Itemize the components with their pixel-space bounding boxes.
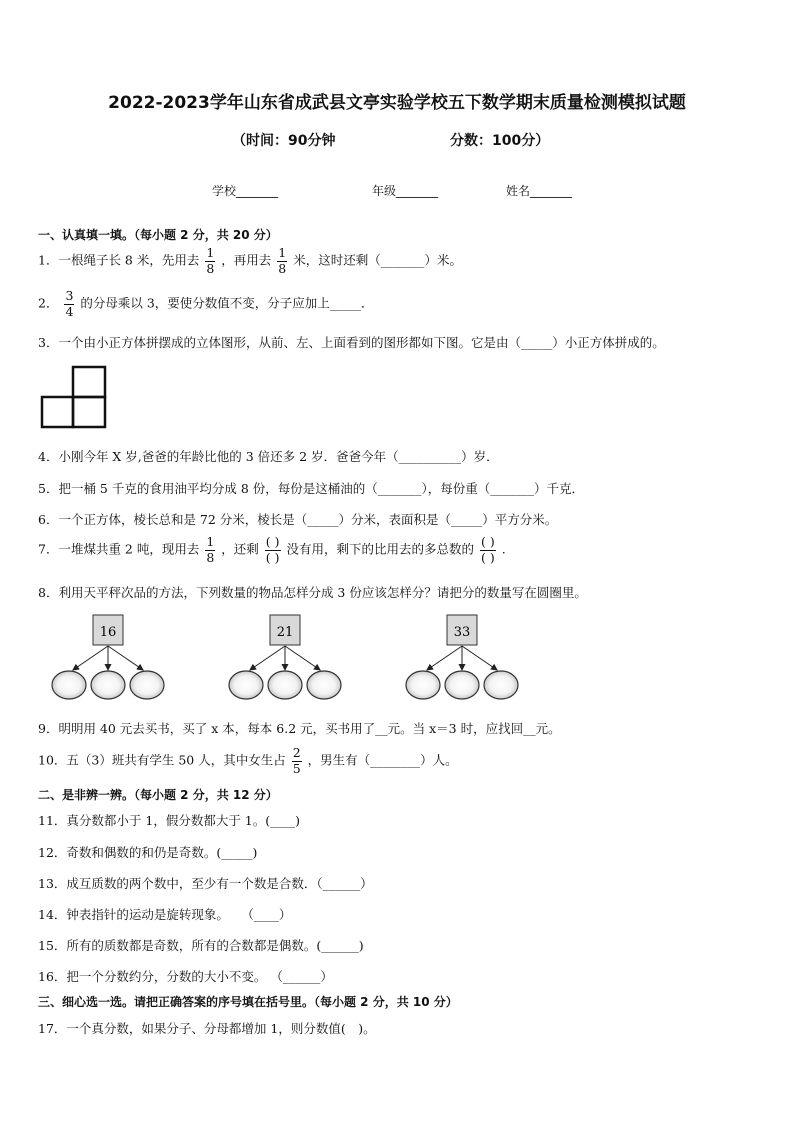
q7-f3-num: ( ) bbox=[481, 534, 495, 549]
q7-f1-num: 1 bbox=[206, 534, 215, 549]
cube-view-figure bbox=[40, 365, 110, 430]
q1-f2-den: 8 bbox=[278, 260, 287, 276]
answer-circle[interactable] bbox=[406, 671, 440, 699]
q7-text-d: . bbox=[501, 541, 506, 557]
question-12: 12．奇数和偶数的和仍是奇数。(_____) bbox=[38, 845, 258, 860]
page-title: 2022-2023学年山东省成武县文亭实验学校五下数学期末质量检测模拟试题 bbox=[108, 93, 686, 113]
split-arrow bbox=[427, 646, 462, 670]
q1-f1-den: 8 bbox=[206, 260, 215, 276]
question-10 bbox=[38, 747, 458, 775]
question-13: 13．成互质数的两个数中，至少有一个数是合数．（______） bbox=[38, 876, 373, 891]
q7-f3-den: ( ) bbox=[481, 549, 495, 565]
answer-circle[interactable] bbox=[91, 671, 125, 699]
q2-text-b: 的分母乘以 3，要使分数值不变，分子应加上_____． bbox=[80, 295, 374, 311]
split-arrow bbox=[73, 646, 108, 670]
q10-fraction bbox=[292, 747, 302, 775]
section-3-heading: 三、细心选一选。请把正确答案的序号填在括号里。（每小题 2 分，共 10 分） bbox=[38, 995, 458, 1009]
question-3: 3．一个由小正方体拼摆成的立体图形，从前、左、上面看到的图形都如下图。它是由（_____）小正方体拼成的。 bbox=[38, 335, 665, 350]
answer-circle[interactable] bbox=[484, 671, 518, 699]
question-1 bbox=[38, 247, 462, 275]
question-8: 8．利用天平秤次品的方法，下列数量的物品怎样分成 3 份应该怎样分？请把分的数量写在圆圈里。 bbox=[38, 585, 587, 600]
grade-field: 年级_______ bbox=[372, 184, 439, 198]
answer-circle[interactable] bbox=[229, 671, 263, 699]
question-7 bbox=[38, 536, 506, 564]
exam-time: （时间：90分钟 bbox=[232, 133, 336, 149]
q7-f2-num: ( ) bbox=[265, 534, 280, 549]
question-2 bbox=[38, 290, 374, 318]
question-4: 4．小刚今年 X 岁,爸爸的年龄比他的 3 倍还多 2 岁．爸爸今年（__________）岁． bbox=[38, 449, 499, 464]
answer-circle[interactable] bbox=[307, 671, 341, 699]
split-diagram-33 bbox=[406, 615, 518, 699]
split-arrow bbox=[462, 646, 497, 670]
section-1-heading: 一、认真填一填。（每小题 2 分，共 20 分） bbox=[38, 228, 278, 242]
section-2-heading: 二、是非辨一辨。（每小题 2 分，共 12 分） bbox=[38, 788, 278, 802]
question-5: 5．把一桶 5 千克的食用油平均分成 8 份，每份是这桶油的（_______），每份重（_______）千克． bbox=[38, 481, 585, 496]
q7-text-a: 7．一堆煤共重 2 吨，现用去 bbox=[38, 541, 200, 557]
q10-f-den: 5 bbox=[292, 760, 301, 776]
q7-text-b: ，还剩 bbox=[221, 541, 259, 557]
q2-f-num: 3 bbox=[65, 288, 74, 303]
q10-text-b: ，男生有（________）人。 bbox=[307, 752, 458, 768]
name-field: 姓名_______ bbox=[506, 184, 573, 198]
split-diagram-21 bbox=[229, 615, 341, 699]
question-17: 17．一个真分数，如果分子、分母都增加 1，则分数值( )。 bbox=[38, 1021, 376, 1036]
q7-f2-den: ( ) bbox=[265, 549, 280, 565]
q1-fraction-1 bbox=[205, 247, 215, 275]
question-14: 14．钟表指针的运动是旋转现象。 （____） bbox=[38, 907, 292, 922]
q7-fraction-1 bbox=[205, 536, 215, 564]
q7-fraction-3 bbox=[480, 536, 496, 564]
q7-f1-den: 8 bbox=[206, 549, 215, 565]
split-arrow bbox=[250, 646, 285, 670]
question-11: 11．真分数都小于 1，假分数都大于 1。(____) bbox=[38, 813, 301, 828]
answer-circle[interactable] bbox=[445, 671, 479, 699]
total-label: 21 bbox=[276, 625, 294, 640]
q2-fraction bbox=[64, 290, 74, 318]
answer-circle[interactable] bbox=[52, 671, 86, 699]
q1-f2-num: 1 bbox=[278, 245, 287, 260]
balance-split-diagrams bbox=[0, 610, 794, 705]
q1-text-c: 米，这时还剩（_______）米。 bbox=[293, 252, 462, 268]
q1-text-b: ，再用去 bbox=[221, 252, 272, 268]
total-label: 16 bbox=[99, 625, 117, 640]
answer-circle[interactable] bbox=[130, 671, 164, 699]
question-6: 6．一个正方体，棱长总和是 72 分米，棱长是（_____）分米，表面积是（_____）平方分米。 bbox=[38, 512, 558, 527]
q2-text-a: 2． bbox=[38, 295, 59, 311]
q7-text-c: 没有用，剩下的比用去的多总数的 bbox=[286, 541, 475, 557]
split-arrow bbox=[108, 646, 143, 670]
q7-fraction-2 bbox=[265, 536, 281, 564]
q1-f1-num: 1 bbox=[206, 245, 215, 260]
cube-bottom-left-square bbox=[42, 397, 73, 427]
school-field: 学校_______ bbox=[212, 184, 279, 198]
question-16: 16．把一个分数约分，分数的大小不变。 （______） bbox=[38, 969, 333, 984]
q1-fraction-2 bbox=[277, 247, 287, 275]
cube-top-square bbox=[73, 367, 105, 397]
q10-text-a: 10．五（3）班共有学生 50 人，其中女生占 bbox=[38, 752, 286, 768]
cube-bottom-right-square bbox=[73, 397, 105, 427]
q1-text-a: 1．一根绳子长 8 米，先用去 bbox=[38, 252, 200, 268]
split-arrow bbox=[285, 646, 320, 670]
split-diagram-16 bbox=[52, 615, 164, 699]
total-label: 33 bbox=[453, 625, 471, 640]
q10-f-num: 2 bbox=[292, 745, 301, 760]
exam-score: 分数：100分） bbox=[450, 133, 550, 149]
question-15: 15．所有的质数都是奇数，所有的合数都是偶数。(______) bbox=[38, 938, 364, 953]
answer-circle[interactable] bbox=[268, 671, 302, 699]
q2-f-den: 4 bbox=[65, 303, 74, 319]
question-9: 9．明明用 40 元去买书，买了 x 本，每本 6.2 元，买书用了__元。当 x＝3 时，应找回__元。 bbox=[38, 721, 561, 736]
